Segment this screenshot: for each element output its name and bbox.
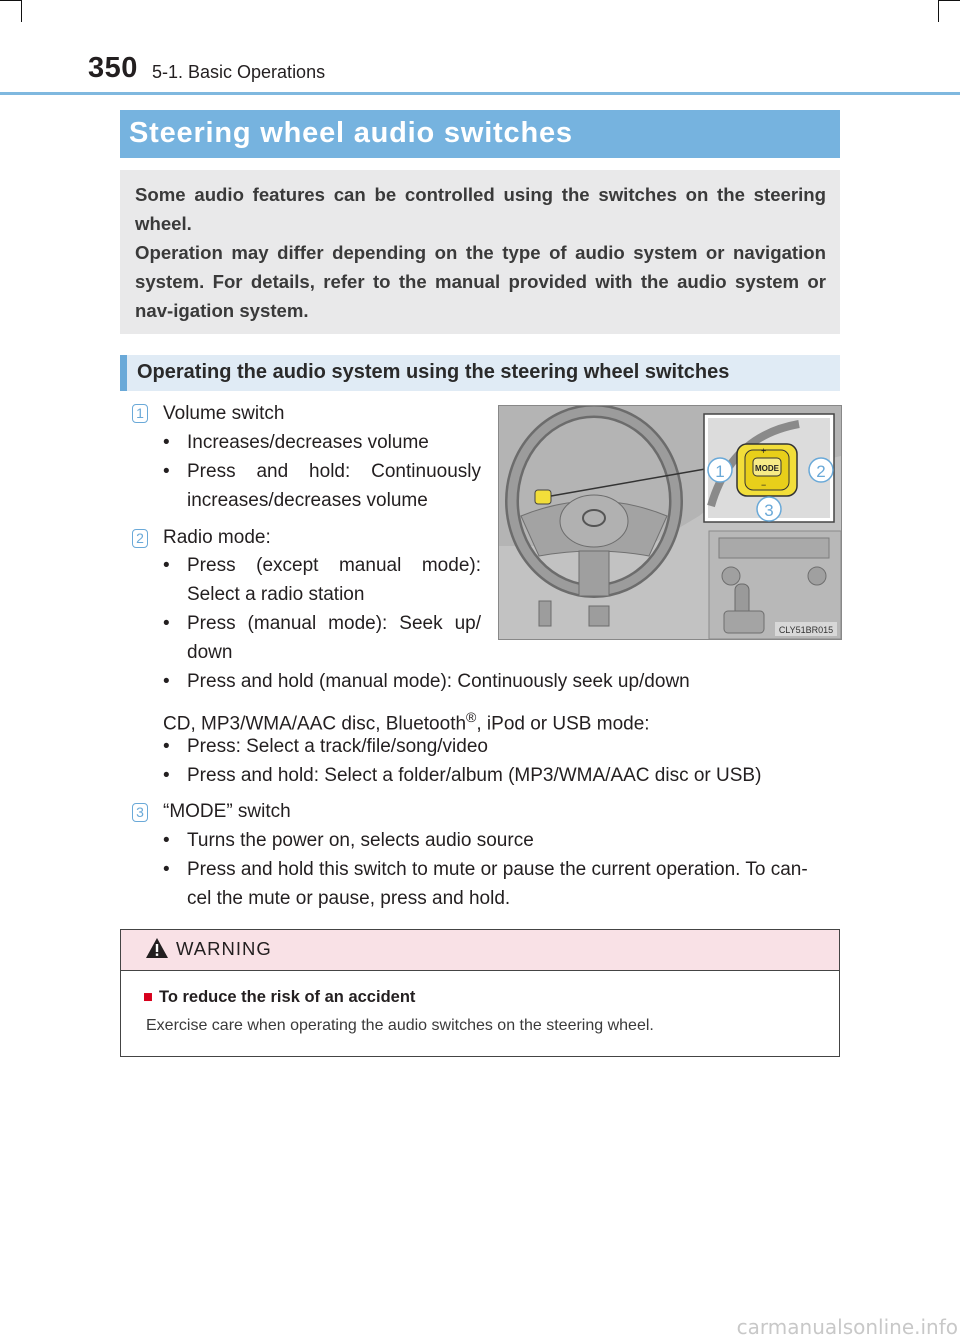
warning-header (121, 930, 839, 971)
crop-mark (0, 0, 22, 1)
bullet-dot: • (163, 432, 170, 453)
item-2-bullet-3-text: Press and hold (manual mode): Continuously seek up/down (187, 671, 690, 692)
steering-wheel-figure (498, 405, 842, 640)
crop-mark (21, 0, 22, 22)
intro-line-2: Operation may differ depending on the type of audio system or navigation system. For details, refer to the manual provided with the audio system or nav-igation system. (135, 242, 826, 321)
crop-mark (938, 0, 960, 1)
item-3-bullet-2 (163, 855, 843, 913)
bullet-dot: • (163, 859, 170, 880)
item-1-title: Volume switch (163, 403, 285, 424)
intro-line-1: Some audio features can be controlled using the switches on the steering wheel. (135, 184, 826, 234)
item-3-bullet-1-text: Turns the power on, selects audio source (187, 830, 534, 851)
bullet-dot: • (163, 736, 170, 757)
cd-title-pre: CD, MP3/WMA/AAC disc, Bluetooth (163, 713, 467, 735)
subheading-text: Operating the audio system using the steering wheel switches (137, 361, 730, 383)
title-banner (120, 110, 840, 158)
figure-callout-2: 2 (816, 462, 826, 481)
item-1-bullet-1 (163, 428, 481, 457)
watermark: carmanualsonline.info (736, 1315, 958, 1339)
intro-box (120, 170, 840, 334)
item-number-1: 1 (132, 404, 148, 423)
registered-mark: ® (466, 709, 477, 725)
crop-mark (938, 0, 939, 22)
section-label: 5-1. Basic Operations (152, 62, 326, 82)
bullet-dot: • (163, 461, 170, 482)
item-2-cd-bullet-1 (163, 732, 843, 761)
item-2-cd-bullet-2 (163, 761, 843, 790)
item-2-bullet-1-text: Press (except manual mode): Select a radio station (187, 555, 481, 605)
item-2-cd-bullet-1-text: Press: Select a track/file/song/video (187, 736, 488, 757)
item-2-title: Radio mode: (163, 527, 271, 548)
page-number: 350 (88, 52, 138, 84)
item-2-bullet-3 (163, 667, 843, 696)
item-number-2: 2 (132, 529, 148, 548)
subheading (120, 355, 840, 391)
item-2-bullet-1 (163, 551, 481, 609)
warning-box (120, 929, 840, 1057)
item-2-bullet-2 (163, 609, 481, 667)
item-2-cd-bullet-2-text: Press and hold: Select a folder/album (MP3/WMA/AAC disc or USB) (187, 765, 762, 786)
warning-body: Exercise care when operating the audio switches on the steering wheel. (146, 1017, 654, 1034)
warning-subtitle (143, 988, 415, 1007)
item-1-bullet-2 (163, 457, 481, 515)
item-number-3: 3 (132, 803, 148, 822)
bullet-dot: • (163, 555, 170, 576)
item-3-bullet-1 (163, 826, 843, 855)
figure-mode-label: MODE (755, 464, 779, 473)
item-3-title: “MODE” switch (163, 801, 291, 822)
item-3-bullet-2-line2: cel the mute or pause, press and hold. (187, 888, 511, 909)
header-rule (0, 92, 960, 95)
figure-code: CLY51BR015 (778, 625, 834, 635)
item-1-bullet-2-text: Press and hold: Continuously increases/decreases volume (187, 461, 481, 511)
warning-title: WARNING (176, 938, 272, 959)
cd-title-post: , iPod or USB mode: (476, 713, 650, 735)
svg-text:+: + (761, 446, 767, 456)
figure-callout-1: 1 (715, 462, 725, 481)
item-3-bullet-2-line1: Press and hold this switch to mute or pause the current operation. To can- (187, 859, 808, 880)
bullet-dot: • (163, 830, 170, 851)
square-bullet-icon: ■ (143, 988, 153, 1006)
svg-text:−: − (761, 480, 767, 490)
bullet-dot: • (163, 765, 170, 786)
item-2-bullet-2-line2: down (187, 642, 233, 663)
item-2-bullet-2-line1: Press (manual mode): Seek up/ (187, 613, 481, 634)
bullet-dot: • (163, 613, 170, 634)
item-1-bullet-1-text: Increases/decreases volume (187, 432, 429, 453)
warning-triangle-icon (145, 937, 169, 964)
warning-subtitle-text: To reduce the risk of an accident (158, 988, 416, 1006)
page-title: Steering wheel audio switches (129, 117, 573, 149)
bullet-dot: • (163, 671, 170, 692)
figure-callout-3: 3 (764, 501, 774, 520)
